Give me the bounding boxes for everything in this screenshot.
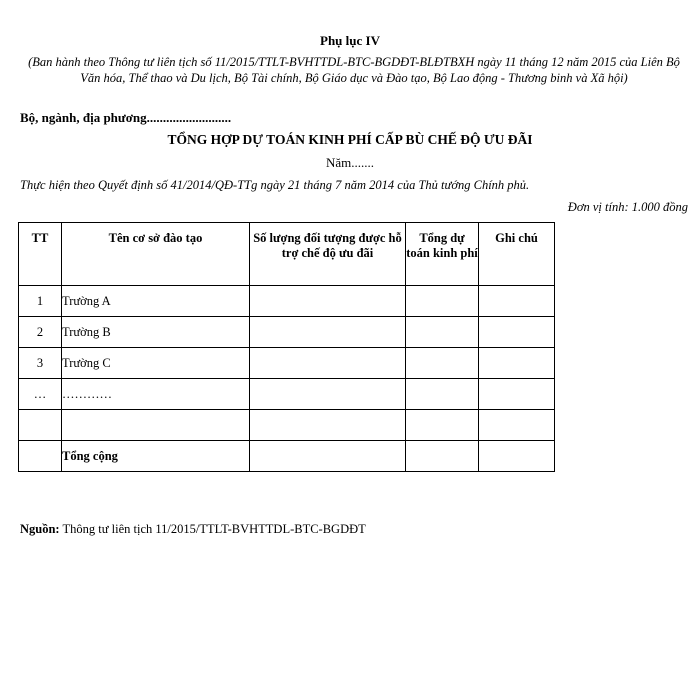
table-total-row bbox=[19, 441, 555, 472]
table-row bbox=[19, 348, 555, 379]
row-tt bbox=[19, 410, 62, 441]
row-notes bbox=[479, 410, 555, 441]
appendix-title: Phụ lục IV bbox=[320, 33, 380, 48]
source-label: Nguồn: bbox=[20, 522, 60, 536]
header-school-name: Tên cơ sở đào tạo bbox=[62, 223, 250, 286]
row-total-budget bbox=[406, 317, 479, 348]
row-tt bbox=[19, 441, 62, 472]
source-text: Thông tư liên tịch 11/2015/TTLT-BVHTTDL-BTC-BGDĐT bbox=[59, 522, 366, 536]
row-notes bbox=[479, 286, 555, 317]
row-notes bbox=[479, 441, 555, 472]
row-beneficiary-count bbox=[250, 379, 406, 410]
agency-line: Bộ, ngành, địa phương.......................... bbox=[20, 110, 232, 125]
table-row bbox=[19, 410, 555, 441]
row-beneficiary-count bbox=[250, 286, 406, 317]
row-beneficiary-count bbox=[250, 410, 406, 441]
row-school-name: Trường B bbox=[62, 317, 250, 348]
row-school-name: ………… bbox=[62, 379, 250, 410]
row-tt: 3 bbox=[19, 348, 62, 379]
row-school-name: Trường C bbox=[62, 348, 250, 379]
row-beneficiary-count bbox=[250, 441, 406, 472]
table-row bbox=[19, 286, 555, 317]
table-row bbox=[19, 379, 555, 410]
budget-table bbox=[18, 222, 555, 472]
year-line: Năm....... bbox=[325, 155, 375, 170]
row-tt: 1 bbox=[19, 286, 62, 317]
row-total-budget bbox=[406, 410, 479, 441]
issued-note: (Ban hành theo Thông tư liên tịch số 11/2015/TTLT-BVHTTDL-BTC-BGDĐT-BLĐTBXH ngày 11 tháng 12 năm 2015 của Liên Bộ Văn hóa, Thể thao và Du lịch, Bộ Tài chính, Bộ Giáo dục và Đào tạo, Bộ Lao động - Thương binh và Xã hội) bbox=[28, 55, 680, 85]
unit-line: Đơn vị tính: 1.000 đồng bbox=[567, 200, 688, 214]
row-tt: … bbox=[19, 379, 62, 410]
header-tt: TT bbox=[19, 223, 62, 286]
row-notes bbox=[479, 379, 555, 410]
header-notes: Ghi chú bbox=[479, 223, 555, 286]
row-notes bbox=[479, 348, 555, 379]
row-beneficiary-count bbox=[250, 348, 406, 379]
row-total-budget bbox=[406, 286, 479, 317]
source-line bbox=[20, 522, 366, 537]
table-row bbox=[19, 317, 555, 348]
row-total-budget bbox=[406, 441, 479, 472]
table-header-row bbox=[19, 223, 555, 286]
total-label: Tổng cộng bbox=[62, 441, 250, 472]
row-beneficiary-count bbox=[250, 317, 406, 348]
row-tt: 2 bbox=[19, 317, 62, 348]
main-title: TỔNG HỢP DỰ TOÁN KINH PHÍ CẤP BÙ CHẾ ĐỘ ƯU ĐÃI bbox=[167, 132, 533, 147]
basis-line: Thực hiện theo Quyết định số 41/2014/QĐ-TTg ngày 21 tháng 7 năm 2014 của Thủ tướng Chính phủ. bbox=[20, 178, 530, 192]
row-total-budget bbox=[406, 379, 479, 410]
row-total-budget bbox=[406, 348, 479, 379]
header-total-budget: Tổng dự toán kinh phí bbox=[406, 223, 479, 286]
row-school-name: Trường A bbox=[62, 286, 250, 317]
header-beneficiary-count: Số lượng đối tượng được hỗ trợ chế độ ưu đãi bbox=[250, 223, 406, 286]
row-school-name bbox=[62, 410, 250, 441]
row-notes bbox=[479, 317, 555, 348]
